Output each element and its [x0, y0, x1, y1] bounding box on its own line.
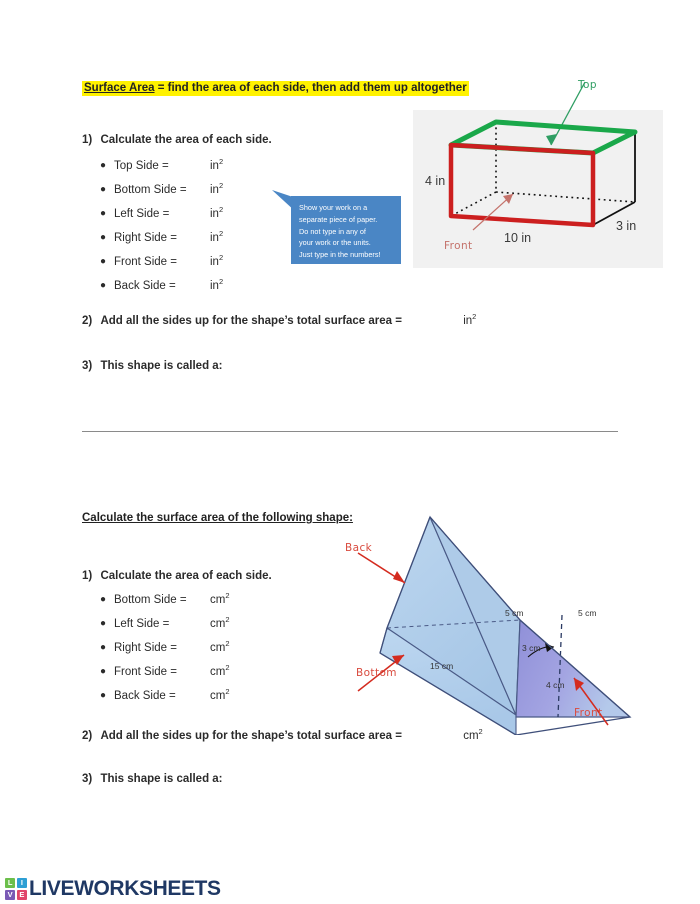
logo-cell-i: I [17, 878, 27, 888]
side-label: Top Side = [114, 160, 169, 172]
section2-q2-number: 2) [82, 730, 93, 742]
section2-q2-text: Add all the sides up for the shape’s total surface area = [100, 730, 402, 742]
box-length-label: 10 in [504, 231, 532, 245]
side-unit: $cm^2$ [210, 615, 230, 630]
prism-height-label: 3 cm [522, 643, 541, 653]
side-label: Bottom Side = [114, 184, 187, 196]
bullet-icon: ● [100, 256, 107, 267]
callout-line-2: separate piece of paper. [299, 214, 378, 224]
bullet-icon: ● [100, 280, 107, 291]
side-unit: $in^2$ [210, 181, 224, 196]
side-label: Left Side = [114, 208, 170, 220]
section1-question-2 [82, 312, 477, 327]
side-unit: $cm^2$ [210, 663, 230, 678]
callout-line-1: Show your work on a [299, 203, 368, 212]
side-label: Back Side = [114, 690, 176, 702]
list-item [100, 663, 230, 678]
section2-q3-text: This shape is called a: [100, 773, 223, 785]
section2-heading: Calculate the surface area of the following shape: [82, 512, 353, 524]
section1-question-1 [82, 134, 272, 146]
section1-q1-text: Calculate the area of each side. [100, 134, 272, 146]
section1-question-3 [82, 360, 223, 372]
side-unit: $in^2$ [210, 229, 224, 244]
section1-q3-text: This shape is called a: [100, 360, 223, 372]
list-item [100, 687, 230, 702]
list-item [100, 205, 224, 220]
side-unit: $in^2$ [210, 205, 224, 220]
logo-cell-e: E [17, 890, 27, 900]
logo-cell-l: L [5, 878, 15, 888]
side-label: Right Side = [114, 232, 177, 244]
list-item [100, 277, 224, 292]
prism-front-label: Front [574, 707, 603, 719]
section2-q1-number: 1) [82, 570, 93, 582]
section1-q2-number: 2) [82, 315, 93, 327]
list-item [100, 229, 224, 244]
bullet-icon: ● [100, 618, 107, 629]
page-title [82, 81, 469, 96]
section2-q2-unit: $cm^2$ [463, 727, 483, 742]
side-label: Bottom Side = [114, 594, 187, 606]
bullet-icon: ● [100, 184, 107, 195]
prism-back-label: Back [345, 542, 373, 554]
bullet-icon: ● [100, 642, 107, 653]
liveworksheets-brand-text: LIVEWORKSHEETS [29, 877, 221, 900]
list-item [100, 181, 224, 196]
side-unit: $cm^2$ [210, 591, 230, 606]
side-unit: $in^2$ [210, 157, 224, 172]
section2-question-1 [82, 570, 272, 582]
section1-q3-number: 3) [82, 360, 93, 372]
callout-line-5: Just type in the numbers! [299, 250, 381, 260]
list-item [100, 615, 230, 630]
triangular-prism-diagram [330, 495, 670, 735]
prism-slant-left-label: 5 cm [505, 608, 524, 618]
side-label: Back Side = [114, 280, 176, 292]
bullet-icon: ● [100, 666, 107, 677]
side-label: Right Side = [114, 642, 177, 654]
side-label: Front Side = [114, 256, 177, 268]
liveworksheets-logo-icon [5, 878, 27, 900]
callout-line-3: Do not type in any of [299, 226, 366, 236]
bullet-icon: ● [100, 690, 107, 701]
list-item [100, 253, 224, 268]
prism-base-label: 4 cm [546, 680, 565, 690]
box-front-label: Front [444, 240, 473, 252]
list-item [100, 157, 224, 172]
section2-question-3 [82, 773, 223, 785]
bullet-icon: ● [100, 232, 107, 243]
side-unit: $cm^2$ [210, 687, 230, 702]
side-label: Front Side = [114, 666, 177, 678]
logo-cell-v: V [5, 890, 15, 900]
section2-q3-number: 3) [82, 773, 93, 785]
bullet-icon: ● [100, 160, 107, 171]
side-unit: $in^2$ [210, 253, 224, 268]
side-unit: $cm^2$ [210, 639, 230, 654]
liveworksheets-footer [5, 876, 221, 902]
bullet-icon: ● [100, 594, 107, 605]
box-top-label: Top [578, 79, 597, 91]
list-item [100, 639, 230, 654]
prism-bottom-label: Bottom [356, 667, 397, 679]
page-title-rest: = find the area of each side, then add them up altogether [154, 82, 467, 94]
list-item [100, 591, 230, 606]
section1-q2-unit: $in^2$ [463, 312, 477, 327]
section2-q1-text: Calculate the area of each side. [100, 570, 272, 582]
side-label: Left Side = [114, 618, 170, 630]
prism-length-label: 15 cm [430, 661, 454, 671]
box-depth-label: 3 in [616, 219, 637, 233]
bullet-icon: ● [100, 208, 107, 219]
side-unit: $in^2$ [210, 277, 224, 292]
instruction-callout [291, 196, 401, 264]
prism-slant-right-label: 5 cm [578, 608, 597, 618]
box-height-label: 4 in [425, 174, 446, 188]
section1-q1-number: 1) [82, 134, 93, 146]
callout-line-4: your work or the units. [299, 238, 371, 248]
section-divider [82, 431, 618, 432]
section1-q2-text: Add all the sides up for the shape’s total surface area = [100, 315, 402, 327]
page-title-underlined: Surface Area [84, 82, 155, 94]
